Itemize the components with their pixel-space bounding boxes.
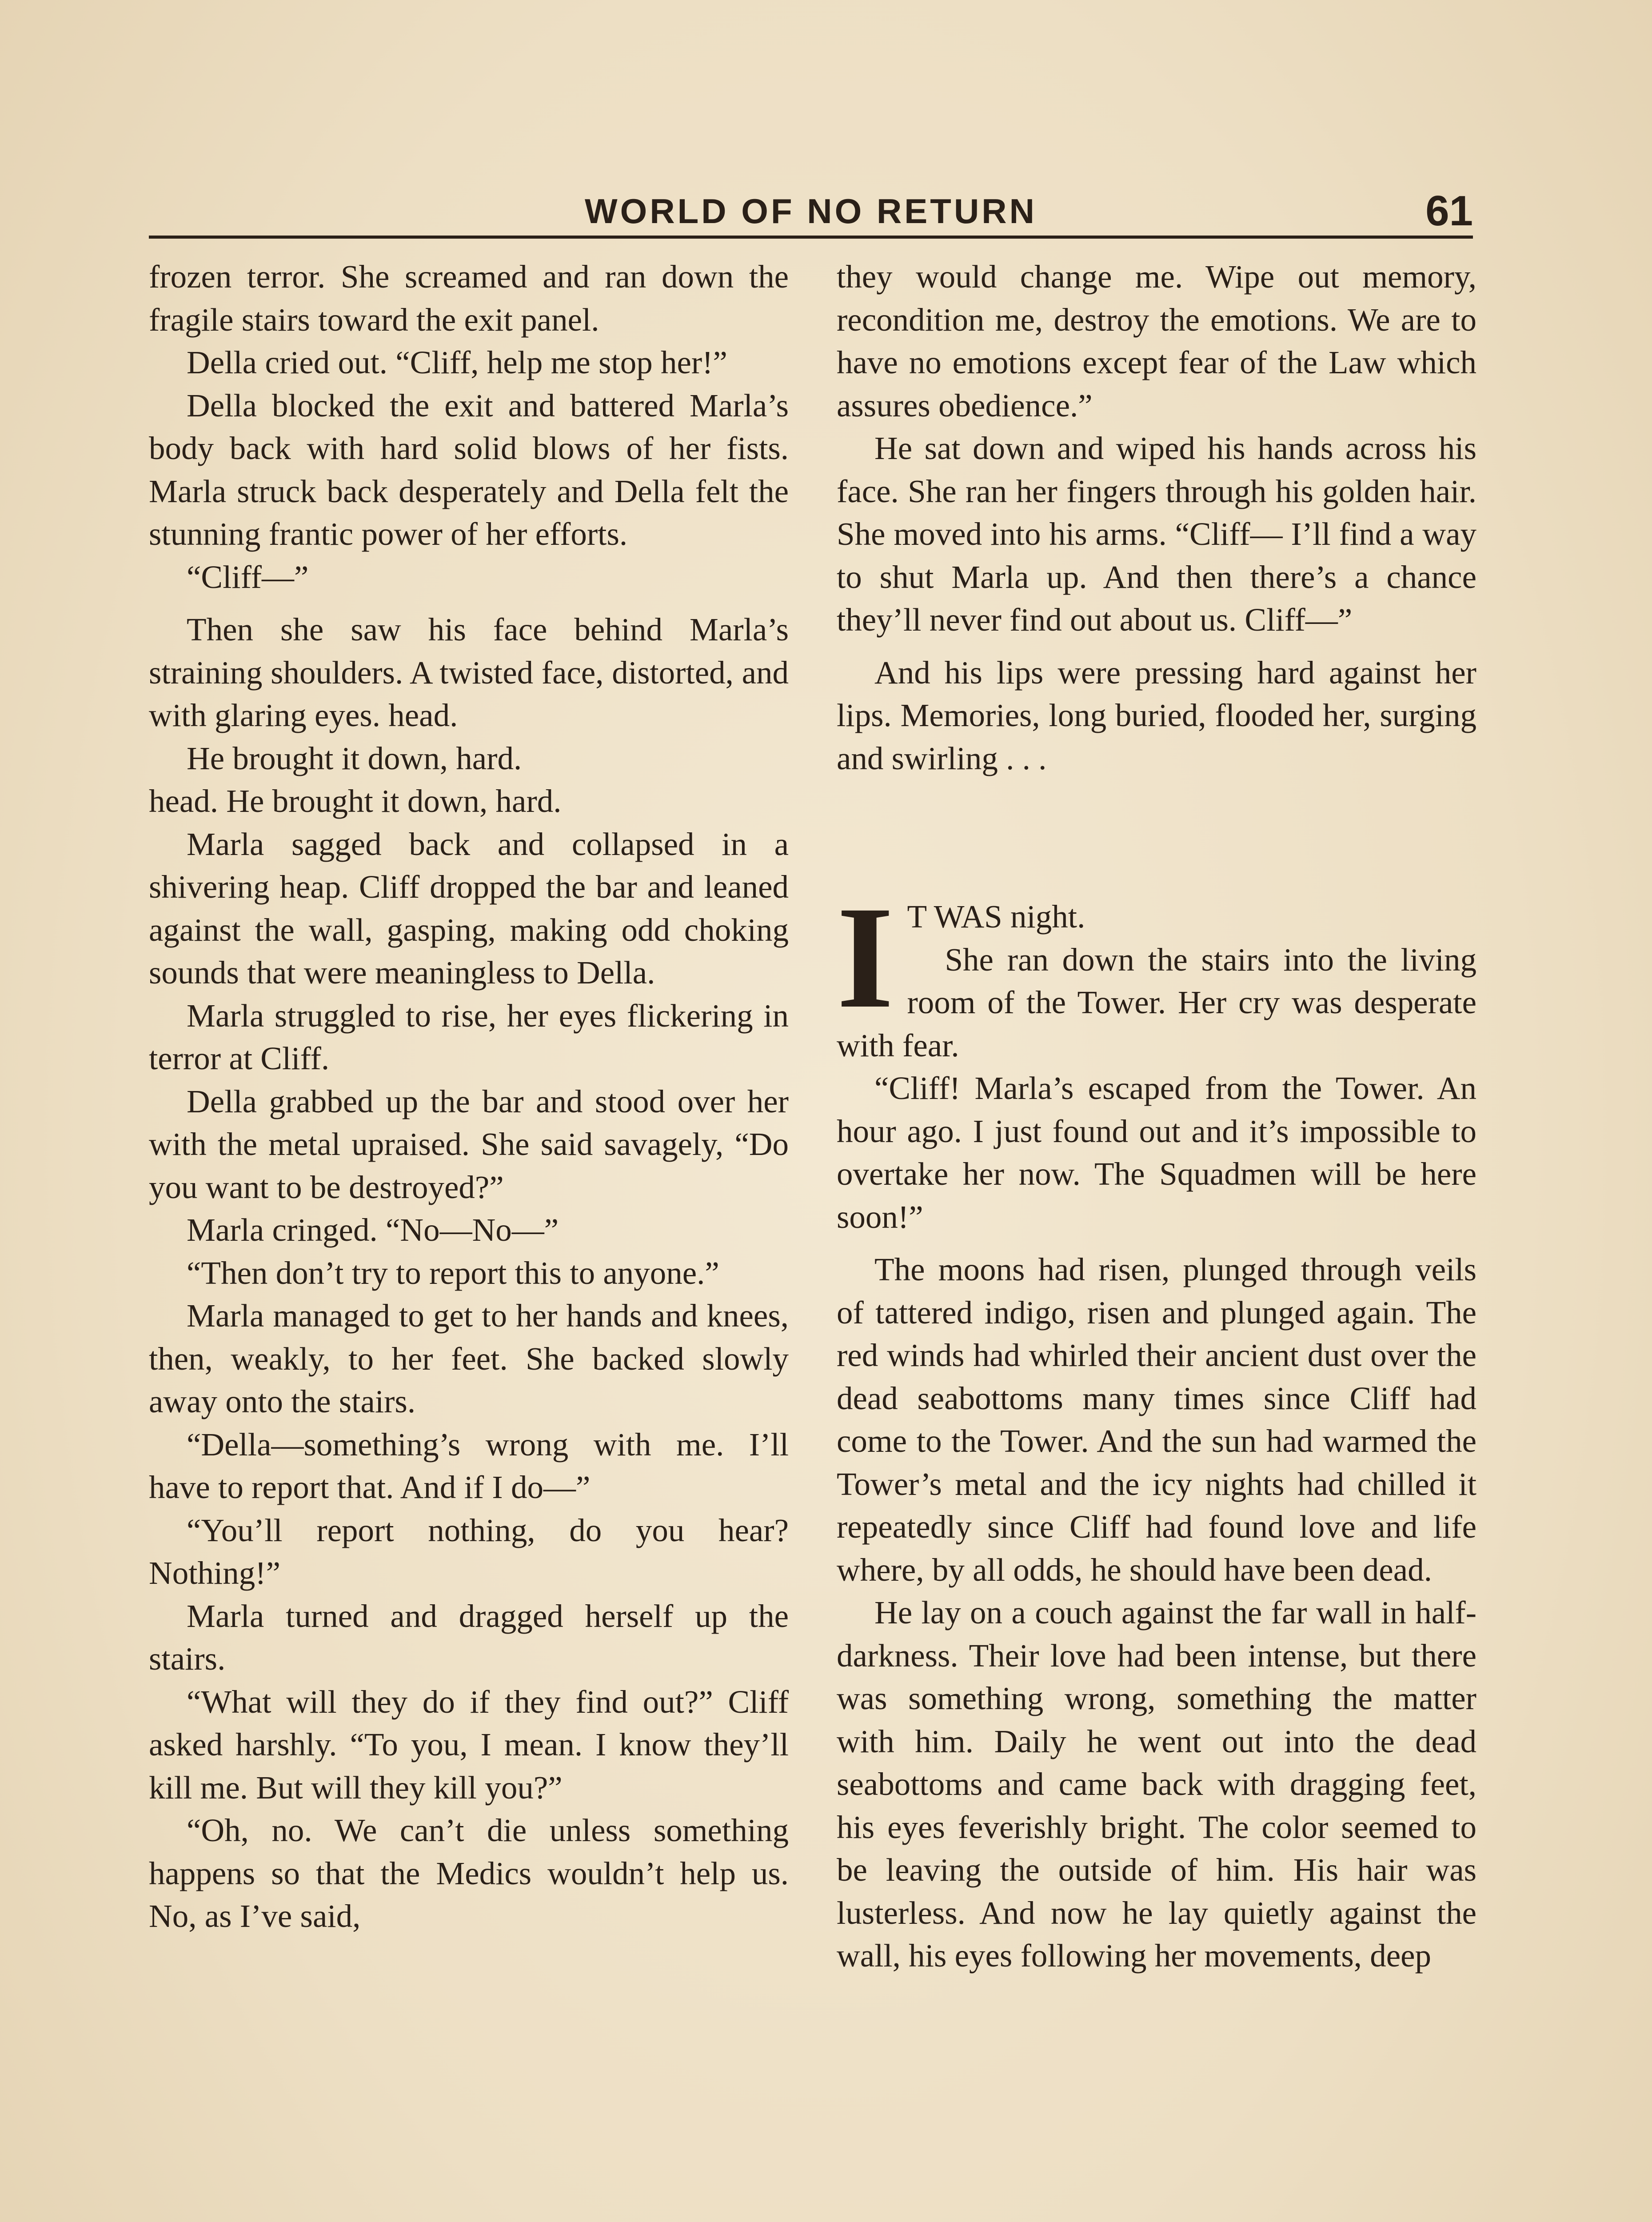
opening-line: T WAS night. bbox=[907, 899, 1085, 935]
paragraph: Marla sagged back and collapsed in a shivering heap. Cliff dropped the bar and leaned against the wall, gasping, making odd choking sounds that were meaningless to Della. bbox=[149, 826, 789, 991]
page-header bbox=[149, 187, 1473, 239]
paragraph: Marla cringed. “No—No—” bbox=[187, 1212, 559, 1248]
paragraph: Marla struggled to rise, her eyes flickering in terror at Cliff. bbox=[149, 997, 789, 1076]
paragraph: “Cliff—” bbox=[187, 559, 309, 595]
paragraph: He lay on a couch against the far wall in half-darkness. Their love had been intense, but there was something wrong, something the matter with him. Daily he went out into the dead seabottoms and came back with dragging feet, his eyes feverishly bright. The color seemed to be leaving the outside of him. His hair was lusterless. And now he lay quietly against the wall, his eyes following her movements, deep bbox=[837, 1595, 1476, 1974]
paragraph: “Then don’t try to report this to anyone.” bbox=[187, 1255, 719, 1291]
paragraph: they would change me. Wipe out memory, recondition me, destroy the emotions. We are to have no emotions except fear of the Law which assures obedience.” bbox=[837, 259, 1476, 424]
paragraph: “Oh, no. We can’t die unless something happens so that the Medics wouldn’t help us. No, as I’ve said, bbox=[149, 1812, 789, 1934]
paragraph: “You’ll report nothing, do you hear? Nothing!” bbox=[149, 1512, 789, 1591]
paragraph: Della cried out. “Cliff, help me stop her!” bbox=[187, 344, 727, 380]
paragraph: And his lips were pressing hard against her lips. Memories, long buried, flooded her, surging and swirling . . . bbox=[837, 654, 1476, 776]
paragraph: head. He brought it down, hard. bbox=[149, 783, 562, 819]
paragraph: Della grabbed up the bar and stood over her with the metal upraised. She said savagely, “Do you want to be destroyed?” bbox=[149, 1083, 789, 1205]
paragraph: Marla turned and dragged herself up the stairs. bbox=[149, 1598, 789, 1677]
section-opening bbox=[837, 876, 1476, 1067]
page-number: 61 bbox=[1425, 187, 1473, 235]
paragraph: Then she saw his face behind Marla’s straining shoulders. A twisted face, distorted, and with glaring eyes. head. bbox=[149, 611, 789, 733]
paragraph: “Della—something’s wrong with me. I’ll have to report that. And if I do—” bbox=[149, 1426, 789, 1505]
running-title: WORLD OF NO RETURN bbox=[585, 192, 1037, 231]
paragraph: frozen terror. She screamed and ran down the fragile stairs toward the exit panel. bbox=[149, 259, 789, 338]
paragraph: She ran down the stairs into the living room of the Tower. Her cry was desperate with fear. bbox=[837, 941, 1476, 1063]
paragraph: “Cliff! Marla’s escaped from the Tower. An hour ago. I just found out and it’s impossible to overtake her now. The Squadmen will be here soon!” bbox=[837, 1070, 1476, 1235]
left-column bbox=[149, 256, 789, 1938]
section-break bbox=[837, 780, 1476, 895]
paragraph: He brought it down, hard. bbox=[187, 740, 522, 776]
paragraph: He sat down and wiped his hands across his face. She ran her fingers through his golden hair. She moved into his arms. “Cliff— I’ll find a way to shut Marla up. And then there’s a chance they’ll never find out about us. Cliff—” bbox=[837, 430, 1476, 638]
drop-cap: I bbox=[837, 876, 894, 1039]
paragraph: Della blocked the exit and battered Marla’s body back with hard solid blows of her fists. Marla struck back desperately and Della felt the stunning frantic power of her efforts. bbox=[149, 387, 789, 552]
right-column bbox=[837, 256, 1476, 1978]
paragraph: Marla managed to get to her hands and knees, then, weakly, to her feet. She backed slowly away onto the stairs. bbox=[149, 1298, 789, 1419]
paragraph: “What will they do if they find out?” Cliff asked harshly. “To you, I mean. I know they’ll kill me. But will they kill you?” bbox=[149, 1683, 789, 1806]
paragraph: The moons had risen, plunged through veils of tattered indigo, risen and plunged again. The red winds had whirled their ancient dust over the dead seabottoms many times since Cliff had come to the Tower. And the sun had warmed the Tower’s metal and the icy nights had chilled it repeatedly since Cliff had found love and life where, by all odds, he should have been dead. bbox=[837, 1251, 1476, 1588]
